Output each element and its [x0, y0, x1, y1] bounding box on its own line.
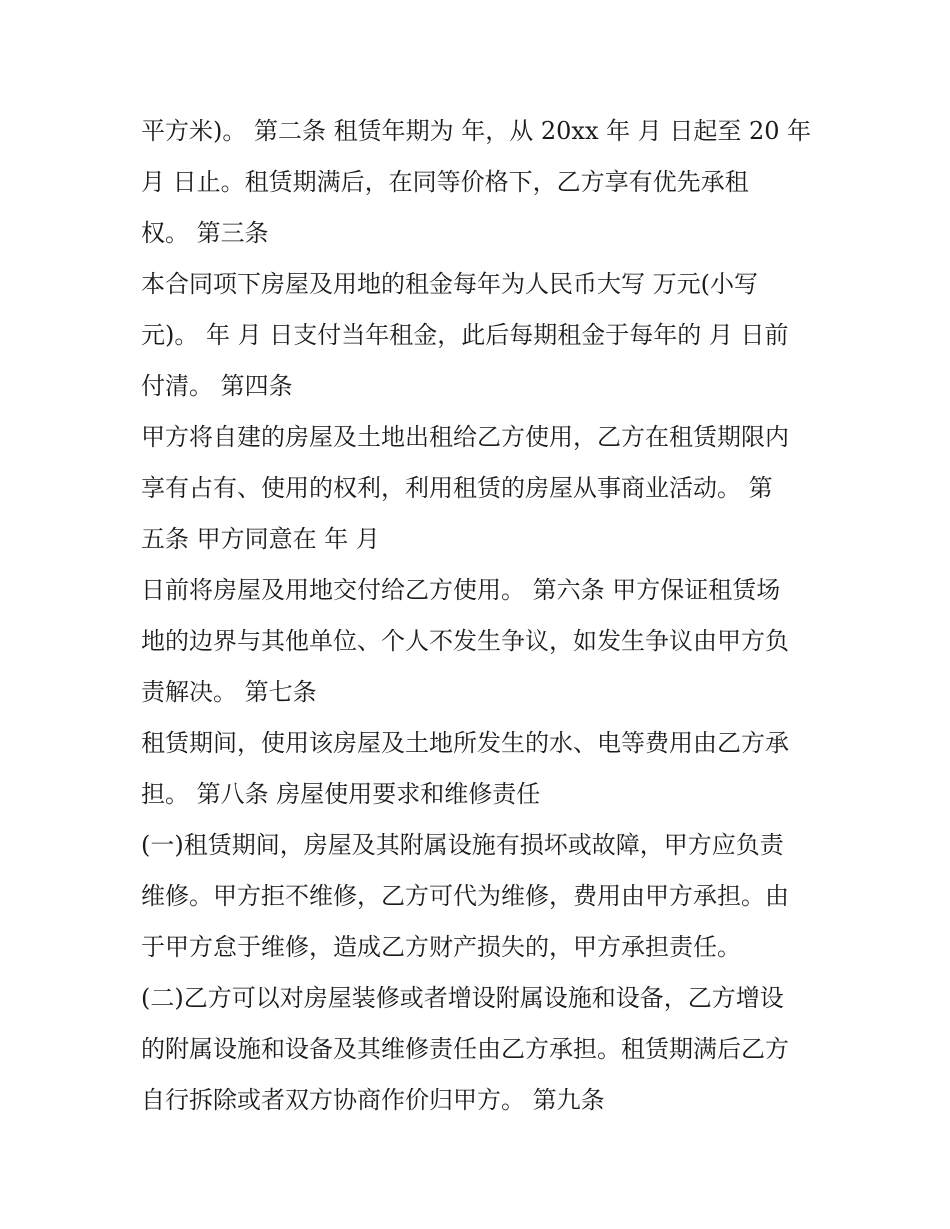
text-line: 平方米)。 第二条 租赁年期为 年，从 20xx 年 月 日起至 20 年	[141, 117, 812, 145]
contract-body-text	[141, 106, 841, 1126]
text-line: 付清。 第四条	[141, 372, 293, 400]
text-line: 责解决。 第七条	[141, 678, 317, 706]
text-line: 租赁期间，使用该房屋及土地所发生的水、电等费用由乙方承	[141, 729, 789, 757]
text-line: 于甲方怠于维修，造成乙方财产损失的，甲方承担责任。	[141, 933, 741, 961]
text-line: 日前将房屋及用地交付给乙方使用。 第六条 甲方保证租赁场	[141, 576, 781, 604]
text-line: (二)乙方可以对房屋装修或者增设附属设施和设备，乙方增设	[141, 984, 784, 1012]
text-line: 地的边界与其他单位、个人不发生争议，如发生争议由甲方负	[141, 627, 789, 655]
text-line: 自行拆除或者双方协商作价归甲方。 第九条	[141, 1086, 605, 1114]
text-line: (一)租赁期间，房屋及其附属设施有损坏或故障，甲方应负责	[141, 831, 784, 859]
text-line: 甲方将自建的房屋及土地出租给乙方使用，乙方在租赁期限内	[141, 423, 789, 451]
text-line: 元)。 年 月 日支付当年租金，此后每期租金于每年的 月 日前	[141, 321, 789, 349]
text-line: 五条 甲方同意在 年 月	[141, 525, 380, 553]
text-line: 本合同项下房屋及用地的租金每年为人民币大写 万元(小写	[141, 270, 758, 298]
text-line: 担。 第八条 房屋使用要求和维修责任	[141, 780, 541, 808]
text-line: 的附属设施和设备及其维修责任由乙方承担。租赁期满后乙方	[141, 1035, 789, 1063]
text-line: 享有占有、使用的权利，利用租赁的房屋从事商业活动。 第	[141, 474, 773, 502]
text-line: 权。 第三条	[141, 219, 269, 247]
text-line: 月 日止。租赁期满后，在同等价格下，乙方享有优先承租	[141, 168, 749, 196]
text-line: 维修。甲方拒不维修，乙方可代为维修，费用由甲方承担。由	[141, 882, 789, 910]
